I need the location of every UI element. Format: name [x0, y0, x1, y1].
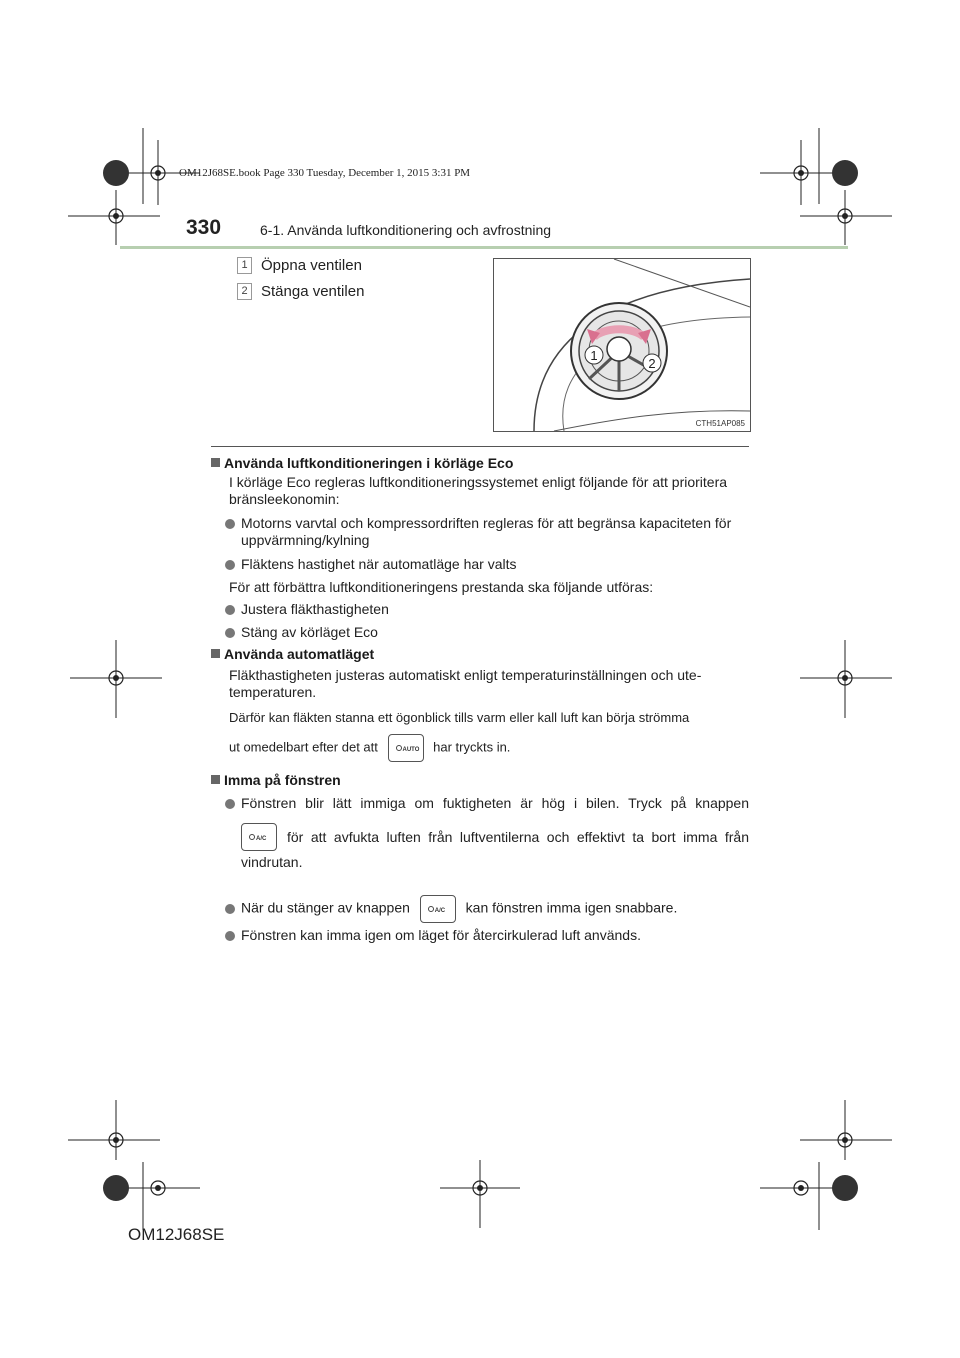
bullet-text: Motorns varvtal och kompressordriften regleras för att begränsa kapaciteten för uppvärmning/kylning	[241, 515, 732, 548]
bullet-dot-icon	[225, 931, 235, 941]
eco-bullet-2	[225, 556, 749, 573]
mist-heading-text: Imma på fönstren	[224, 772, 341, 788]
eco-improve: För att förbättra luftkonditioneringens prestanda ska följande utföras:	[229, 579, 654, 595]
section-title: 6-1. Använda luftkonditionering och avfrostning	[260, 222, 552, 238]
auto-button-icon	[388, 734, 424, 762]
ac-button-label: A/C	[256, 836, 267, 842]
page-number: 330	[186, 216, 222, 239]
mist-line2-text: för att avfukta luften från luftventilerna och effektivt ta bort imma från	[287, 828, 749, 845]
auto-note-line2	[229, 734, 749, 762]
bullet-text: Fönstren blir lätt immiga om fuktigheten är hög i bilen. Tryck på knappen	[241, 795, 749, 811]
eco-heading	[211, 455, 513, 471]
bullet-text	[241, 895, 749, 923]
auto-note-line1: Därför kan fläkten stanna ett ögonblick tills varm eller kall luft kan börja strömma	[229, 710, 690, 725]
bullet-dot-icon	[225, 605, 235, 615]
bullet-dot-icon	[225, 904, 235, 914]
section-divider	[211, 446, 749, 447]
auto-heading-text: Använda automatläget	[224, 646, 375, 662]
auto-heading	[211, 646, 374, 662]
bullet-text: Fönstren kan imma igen om läget för återcirkulerad luft används.	[241, 927, 641, 943]
callout-number: 1	[237, 257, 252, 274]
mist-line3: vindrutan.	[241, 854, 303, 870]
auto-text: Fläkthastigheten justeras automatiskt enligt temperaturinställningen och ute-temperaturen.	[229, 667, 702, 700]
mist-bullet-3	[225, 927, 749, 944]
vent-illustration	[493, 258, 751, 432]
ac-button-icon	[241, 823, 277, 851]
auto-note-after: har tryckts in.	[433, 739, 511, 755]
eco-intro: I körläge Eco regleras luftkonditioneringssystemet enligt följande för att prioritera bränsleekonomin:	[229, 474, 728, 507]
footer-code: OM12J68SE	[128, 1225, 225, 1244]
bullet-text: Stäng av körläget Eco	[241, 624, 378, 640]
ac-button-icon	[420, 895, 456, 923]
bullet-text: Justera fläkthastigheten	[241, 601, 389, 617]
mist-heading	[211, 772, 341, 788]
callout-text: Öppna ventilen	[261, 256, 362, 274]
header-rule	[120, 246, 848, 249]
bullet-text: Fläktens hastighet när automatläge har valts	[241, 556, 517, 572]
eco-bullet-4	[225, 624, 749, 641]
bullet-dot-icon	[225, 799, 235, 809]
eco-bullet-1	[225, 515, 749, 549]
square-bullet-icon	[211, 775, 220, 784]
callout-2	[237, 279, 364, 303]
book-info: OM12J68SE.book Page 330 Tuesday, December 1, 2015 3:31 PM	[179, 167, 471, 179]
marker-1: 1	[590, 348, 598, 363]
square-bullet-icon	[211, 649, 220, 658]
mist-b2-before: När du stänger av knappen	[241, 899, 410, 916]
marker-2: 2	[648, 356, 656, 371]
eco-heading-text: Använda luftkonditioneringen i körläge Eco	[224, 455, 514, 471]
callout-text: Stänga ventilen	[261, 282, 365, 300]
mist-bullet-1	[225, 795, 749, 812]
eco-bullet-3	[225, 601, 749, 618]
callout-number: 2	[237, 283, 252, 300]
mist-bullet-2	[225, 895, 749, 923]
mist-b2-after: kan fönstren imma igen snabbare.	[465, 899, 678, 916]
square-bullet-icon	[211, 458, 220, 467]
figure-code: CTH51AP085	[695, 419, 745, 428]
bullet-dot-icon	[225, 628, 235, 638]
callout-1	[237, 253, 362, 277]
auto-note-before: ut omedelbart efter det att	[229, 739, 378, 755]
bullet-dot-icon	[225, 519, 235, 529]
ac-button-label: A/C	[434, 908, 446, 914]
auto-button-label: AUTO	[402, 747, 420, 753]
mist-bullet-1-line2	[241, 823, 749, 851]
bullet-dot-icon	[225, 560, 235, 570]
vent-drawing	[494, 259, 750, 431]
